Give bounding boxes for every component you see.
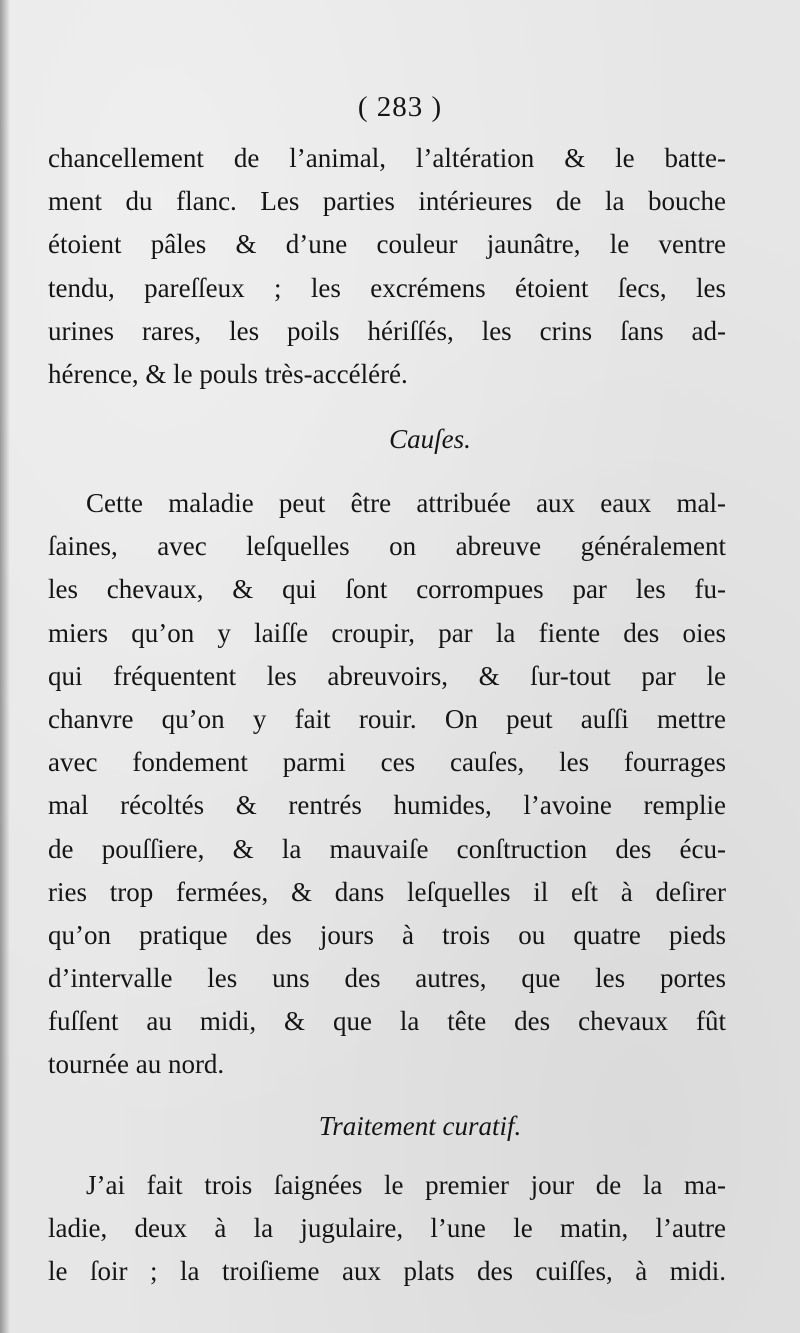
text-line: étoient pâles & d’une couleur jaunâtre, le ventre <box>48 229 726 260</box>
text-line: tournée au nord. <box>48 1049 225 1080</box>
text-line: urines rares, les poils hériſſés, les crins ſans ad- <box>48 315 726 346</box>
text-line: chancellement de l’animal, l’altération & le batte- <box>48 143 726 173</box>
text-line: tendu, pareſſeux ; les excrémens étoient ſecs, les <box>48 272 726 303</box>
text-line: fuſſent au midi, & que la tête des chevaux fût <box>48 1006 726 1037</box>
text-line: ladie, deux à la jugulaire, l’une le matin, l’autre <box>48 1213 726 1244</box>
text-line: Cette maladie peut être attribuée aux eaux mal- <box>86 488 726 518</box>
section-heading-treatment: Traitement curatif. <box>318 1111 522 1141</box>
text-line: qu’on pratique des jours à trois ou quatre pieds <box>48 919 726 950</box>
text-line: le ſoir ; la troiſieme aux plats des cuiſſes, à midi. <box>48 1256 726 1287</box>
text-line: de pouſſiere, & la mauvaiſe conſtruction des écu- <box>48 833 726 864</box>
paragraph-symptoms <box>48 137 726 396</box>
paragraph-treatment <box>48 1164 726 1294</box>
page-number: ( 283 ) <box>357 91 443 123</box>
text-line: ſaines, avec leſquelles on abreuve généralement <box>48 531 726 562</box>
text-line: ment du flanc. Les parties intérieures de la bouche <box>48 186 726 217</box>
text-line: chanvre qu’on y fait rouir. On peut auſſi mettre <box>48 703 726 734</box>
section-heading-causes: Cauſes. <box>389 424 471 454</box>
text-line: mal récoltés & rentrés humides, l’avoine remplie <box>48 790 726 821</box>
text-line: ries trop fermées, & dans leſquelles il eſt à deſirer <box>48 876 726 907</box>
text-line: les chevaux, & qui ſont corrompues par les fu- <box>48 574 726 605</box>
text-line: miers qu’on y laiſſe croupir, par la fiente des oies <box>48 617 726 648</box>
text-line: d’intervalle les uns des autres, que les portes <box>48 963 726 994</box>
paragraph-causes <box>48 482 726 1087</box>
text-line: avec fondement parmi ces cauſes, les fourrages <box>48 747 726 778</box>
text-line: J’ai fait trois ſaignées le premier jour de la ma- <box>86 1170 726 1200</box>
text-line: qui fréquentent les abreuvoirs, & ſur-tout par le <box>48 660 726 691</box>
text-line: hérence, & le pouls très-accéléré. <box>48 358 408 389</box>
